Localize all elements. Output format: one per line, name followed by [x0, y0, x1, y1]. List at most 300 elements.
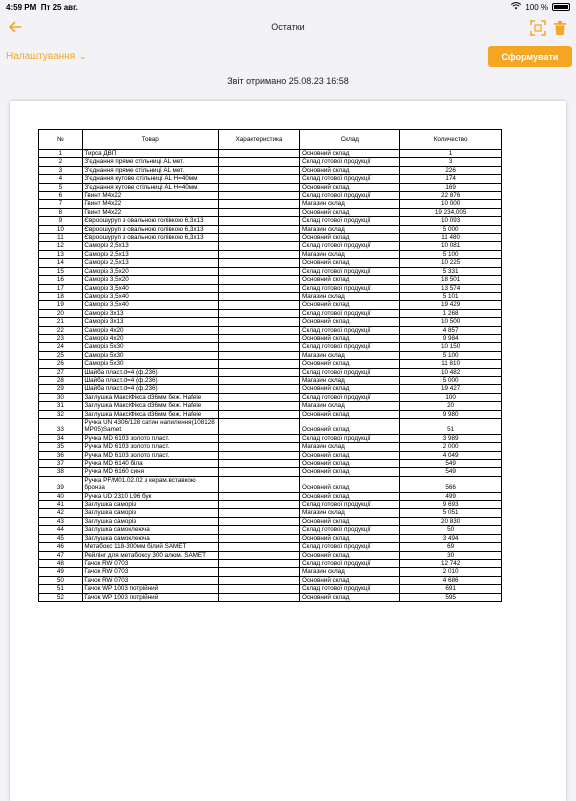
product-name: З'єднання кутове стільниці AL Н=40мм [82, 175, 218, 183]
quantity: 12 742 [400, 559, 502, 567]
table-row [39, 301, 502, 309]
warehouse: Склад готової продукції [300, 501, 400, 509]
table-row [39, 468, 502, 476]
warehouse: Магазин склад [300, 250, 400, 258]
table-row [39, 343, 502, 351]
quantity: 3 [400, 158, 502, 166]
warehouse: Склад готової продукції [300, 158, 400, 166]
product-name: Саморіз 3,5х40 [82, 301, 218, 309]
product-name: Гвинт М4х22 [82, 208, 218, 216]
quantity: 5 000 [400, 376, 502, 384]
warehouse: Основний склад [300, 551, 400, 559]
characteristic [218, 460, 300, 468]
quantity: 9 984 [400, 334, 502, 342]
warehouse: Основний склад [300, 468, 400, 476]
product-name: Гвинт М4х22 [82, 200, 218, 208]
product-name: Метабокс 118-300мм білий SAMET [82, 543, 218, 551]
quantity: 499 [400, 492, 502, 500]
row-number: 20 [39, 309, 83, 317]
row-number: 48 [39, 559, 83, 567]
warehouse: Склад готової продукції [300, 175, 400, 183]
characteristic [218, 551, 300, 559]
characteristic [218, 351, 300, 359]
table-row [39, 183, 502, 191]
quantity: 5 100 [400, 351, 502, 359]
characteristic [218, 250, 300, 258]
characteristic [218, 468, 300, 476]
row-number: 37 [39, 460, 83, 468]
row-number: 4 [39, 175, 83, 183]
warehouse: Основний склад [300, 419, 400, 435]
characteristic [218, 517, 300, 525]
quantity: 19 427 [400, 385, 502, 393]
characteristic [218, 276, 300, 284]
characteristic [218, 208, 300, 216]
characteristic [218, 402, 300, 410]
row-number: 26 [39, 360, 83, 368]
settings-row [0, 44, 576, 70]
quantity: 11 480 [400, 234, 502, 242]
table-row [39, 158, 502, 166]
warehouse: Склад готової продукції [300, 242, 400, 250]
warehouse: Склад готової продукції [300, 585, 400, 593]
table-row [39, 225, 502, 233]
warehouse: Основний склад [300, 385, 400, 393]
row-number: 12 [39, 242, 83, 250]
table-row [39, 434, 502, 442]
product-name: Заглушка самоклеюча [82, 526, 218, 534]
product-name: Заглушка саморіз [82, 501, 218, 509]
row-number: 3 [39, 166, 83, 174]
warehouse: Основний склад [300, 476, 400, 492]
characteristic [218, 301, 300, 309]
quantity: 11 810 [400, 360, 502, 368]
table-row [39, 234, 502, 242]
warehouse: Магазин склад [300, 568, 400, 576]
product-name: Ручка MD 6103 золото пласт. [82, 443, 218, 451]
table-row [39, 318, 502, 326]
quantity: 3 989 [400, 434, 502, 442]
characteristic [218, 451, 300, 459]
product-name: Рейлінг для метабоксу 300 алюм. SAMET [82, 551, 218, 559]
product-name: Гачок WP 1003 потрійний [82, 585, 218, 593]
product-name: Гачок RW 0703 [82, 568, 218, 576]
warehouse: Склад готової продукції [300, 368, 400, 376]
product-name: З'єднання пряме стільниці AL мет. [82, 158, 218, 166]
row-number: 19 [39, 301, 83, 309]
quantity: 691 [400, 585, 502, 593]
characteristic [218, 534, 300, 542]
row-number: 52 [39, 593, 83, 601]
quantity: 10 482 [400, 368, 502, 376]
product-name: Саморіз 3,5х40 [82, 284, 218, 292]
table-row [39, 393, 502, 401]
row-number: 5 [39, 183, 83, 191]
table-row [39, 593, 502, 601]
table-row [39, 376, 502, 384]
characteristic [218, 593, 300, 601]
quantity: 174 [400, 175, 502, 183]
table-row [39, 543, 502, 551]
column-header: Количество [400, 130, 502, 150]
row-number: 50 [39, 576, 83, 584]
product-name: Гачок RW 0703 [82, 559, 218, 567]
product-name: Тирса ДВП [82, 150, 218, 158]
quantity: 9 693 [400, 501, 502, 509]
table-row [39, 568, 502, 576]
product-name: Ручка UN 4306/128 сатин напилення(108128 MP05)Samet [82, 419, 218, 435]
quantity: 5 100 [400, 250, 502, 258]
warehouse: Основний склад [300, 576, 400, 584]
page-title: Остатки [271, 22, 305, 32]
battery-percent: 100 % [525, 2, 548, 12]
warehouse: Магазин склад [300, 402, 400, 410]
warehouse: Основний склад [300, 259, 400, 267]
warehouse: Основний склад [300, 234, 400, 242]
row-number: 10 [39, 225, 83, 233]
table-row [39, 259, 502, 267]
row-number: 9 [39, 217, 83, 225]
row-number: 14 [39, 259, 83, 267]
product-name: Гачок RW 0703 [82, 576, 218, 584]
quantity: 10 093 [400, 217, 502, 225]
warehouse: Основний склад [300, 492, 400, 500]
product-name: Євроошуруп з овальною голівкою 6,3х13 [82, 225, 218, 233]
table-row [39, 292, 502, 300]
quantity: 2 000 [400, 443, 502, 451]
warehouse: Склад готової продукції [300, 192, 400, 200]
row-number: 21 [39, 318, 83, 326]
column-header: Характеристика [218, 130, 300, 150]
table-row [39, 217, 502, 225]
table-row [39, 368, 502, 376]
column-header: Товар [82, 130, 218, 150]
characteristic [218, 217, 300, 225]
warehouse: Основний склад [300, 208, 400, 216]
characteristic [218, 267, 300, 275]
characteristic [218, 434, 300, 442]
product-name: Шайба пласт.d=4 (ф.236) [82, 376, 218, 384]
row-number: 8 [39, 208, 83, 216]
row-number: 38 [39, 468, 83, 476]
product-name: Заглушка саморіз [82, 509, 218, 517]
quantity: 20 [400, 402, 502, 410]
battery-icon [552, 3, 570, 11]
row-number: 22 [39, 326, 83, 334]
quantity: 4 686 [400, 576, 502, 584]
quantity: 595 [400, 593, 502, 601]
table-row [39, 476, 502, 492]
warehouse: Основний склад [300, 534, 400, 542]
table-row [39, 267, 502, 275]
chevron-down-icon: ⌄ [79, 51, 87, 61]
characteristic [218, 492, 300, 500]
warehouse: Основний склад [300, 301, 400, 309]
warehouse: Склад готової продукції [300, 343, 400, 351]
row-number: 35 [39, 443, 83, 451]
quantity: 50 [400, 526, 502, 534]
warehouse: Основний склад [300, 360, 400, 368]
warehouse: Основний склад [300, 460, 400, 468]
quantity: 549 [400, 460, 502, 468]
row-number: 32 [39, 410, 83, 418]
table-body [39, 150, 502, 602]
quantity: 22 876 [400, 192, 502, 200]
quantity: 2 010 [400, 568, 502, 576]
warehouse: Магазин склад [300, 200, 400, 208]
characteristic [218, 543, 300, 551]
quantity: 1 [400, 150, 502, 158]
table-row [39, 309, 502, 317]
characteristic [218, 509, 300, 517]
characteristic [218, 360, 300, 368]
table-row [39, 443, 502, 451]
product-name: З'єднання пряме стільниці AL мет. [82, 166, 218, 174]
characteristic [218, 200, 300, 208]
table-row [39, 585, 502, 593]
characteristic [218, 585, 300, 593]
table-row [39, 242, 502, 250]
characteristic [218, 150, 300, 158]
warehouse: Склад готової продукції [300, 434, 400, 442]
characteristic [218, 166, 300, 174]
row-number: 24 [39, 343, 83, 351]
row-number: 27 [39, 368, 83, 376]
quantity: 566 [400, 476, 502, 492]
table-row [39, 360, 502, 368]
product-name: Саморіз 2,5х13 [82, 259, 218, 267]
product-name: Саморіз 3,5х20 [82, 276, 218, 284]
characteristic [218, 568, 300, 576]
row-number: 30 [39, 393, 83, 401]
table-row [39, 175, 502, 183]
settings-dropdown[interactable] [6, 51, 87, 62]
product-name: Заглушка МаксіФікса d36мм беж. Hafele [82, 410, 218, 418]
row-number: 6 [39, 192, 83, 200]
warehouse: Магазин склад [300, 443, 400, 451]
characteristic [218, 334, 300, 342]
characteristic [218, 385, 300, 393]
warehouse: Основний склад [300, 334, 400, 342]
warehouse: Склад готової продукції [300, 217, 400, 225]
navigation-bar [0, 14, 576, 44]
warehouse: Магазин склад [300, 292, 400, 300]
quantity: 549 [400, 468, 502, 476]
column-header: Склад [300, 130, 400, 150]
characteristic [218, 284, 300, 292]
characteristic [218, 234, 300, 242]
characteristic [218, 175, 300, 183]
scan-icon[interactable] [530, 20, 546, 36]
warehouse: Основний склад [300, 150, 400, 158]
quantity: 13 574 [400, 284, 502, 292]
table-row [39, 166, 502, 174]
table-row [39, 276, 502, 284]
warehouse: Основний склад [300, 593, 400, 601]
table-row [39, 576, 502, 584]
product-name: Шайба пласт.d=4 (ф.236) [82, 385, 218, 393]
table-row [39, 419, 502, 435]
table-row [39, 460, 502, 468]
warehouse: Магазин склад [300, 376, 400, 384]
warehouse: Магазин склад [300, 225, 400, 233]
status-right [511, 2, 570, 12]
characteristic [218, 410, 300, 418]
characteristic [218, 343, 300, 351]
table-row [39, 192, 502, 200]
row-number: 44 [39, 526, 83, 534]
table-row [39, 334, 502, 342]
warehouse: Склад готової продукції [300, 309, 400, 317]
characteristic [218, 192, 300, 200]
warehouse: Склад готової продукції [300, 284, 400, 292]
report-received-text: Звіт отримано 25.08.23 16:58 [227, 76, 349, 86]
warehouse: Магазин склад [300, 509, 400, 517]
row-number: 25 [39, 351, 83, 359]
quantity: 9 980 [400, 410, 502, 418]
row-number: 33 [39, 419, 83, 435]
table-header-row [39, 130, 502, 150]
characteristic [218, 318, 300, 326]
product-name: Саморіз 4х20 [82, 326, 218, 334]
quantity: 1 268 [400, 309, 502, 317]
quantity: 226 [400, 166, 502, 174]
quantity: 5 051 [400, 509, 502, 517]
row-number: 39 [39, 476, 83, 492]
table-row [39, 526, 502, 534]
row-number: 1 [39, 150, 83, 158]
product-name: Гвинт М4х22 [82, 192, 218, 200]
product-name: Гачок WP 1003 потрійний [82, 593, 218, 601]
row-number: 36 [39, 451, 83, 459]
row-number: 41 [39, 501, 83, 509]
characteristic [218, 225, 300, 233]
warehouse: Склад готової продукції [300, 526, 400, 534]
quantity: 20 830 [400, 517, 502, 525]
row-number: 15 [39, 267, 83, 275]
product-name: Ручка MD 6103 золото пласт. [82, 434, 218, 442]
warehouse: Основний склад [300, 517, 400, 525]
row-number: 31 [39, 402, 83, 410]
product-name: Ручка PF/M01.02.02 з керам.вставкою бронза [82, 476, 218, 492]
characteristic [218, 376, 300, 384]
table-row [39, 200, 502, 208]
warehouse: Основний склад [300, 276, 400, 284]
row-number: 28 [39, 376, 83, 384]
quantity: 10 500 [400, 318, 502, 326]
status-time: 4:59 PM Пт 25 авг. [6, 3, 78, 12]
product-name: Заглушка МаксіФікса d36мм беж. Hafele [82, 393, 218, 401]
characteristic [218, 501, 300, 509]
characteristic [218, 419, 300, 435]
table-row [39, 501, 502, 509]
table-row [39, 551, 502, 559]
characteristic [218, 326, 300, 334]
row-number: 7 [39, 200, 83, 208]
characteristic [218, 259, 300, 267]
product-name: Євроошуруп з овальною голівкою 6,3х13 [82, 217, 218, 225]
row-number: 11 [39, 234, 83, 242]
table-row [39, 150, 502, 158]
product-name: Саморіз 4х20 [82, 334, 218, 342]
product-name: З'єднання кутове стільниці AL Н=40мм [82, 183, 218, 191]
characteristic [218, 576, 300, 584]
row-number: 51 [39, 585, 83, 593]
table-row [39, 402, 502, 410]
table-row [39, 451, 502, 459]
row-number: 43 [39, 517, 83, 525]
product-name: Саморіз 5х30 [82, 351, 218, 359]
product-name: Заглушка МаксіФікса d36мм беж. Hafele [82, 402, 218, 410]
characteristic [218, 476, 300, 492]
table-row [39, 208, 502, 216]
characteristic [218, 309, 300, 317]
characteristic [218, 242, 300, 250]
table-row [39, 351, 502, 359]
row-number: 40 [39, 492, 83, 500]
row-number: 42 [39, 509, 83, 517]
table-row [39, 284, 502, 292]
characteristic [218, 158, 300, 166]
product-name: Ручка MD 6140 біла [82, 460, 218, 468]
product-name: Ручка UD 2310 L96 бук [82, 492, 218, 500]
warehouse: Основний склад [300, 166, 400, 174]
quantity: 30 [400, 551, 502, 559]
settings-label: Налаштування [6, 51, 76, 62]
product-name: Саморіз 3х13 [82, 318, 218, 326]
generate-button[interactable]: Сформувати [488, 46, 572, 67]
warehouse: Склад готової продукції [300, 267, 400, 275]
table-row [39, 509, 502, 517]
product-name: Саморіз 5х30 [82, 360, 218, 368]
quantity: 18 501 [400, 276, 502, 284]
warehouse: Основний склад [300, 410, 400, 418]
row-number: 16 [39, 276, 83, 284]
warehouse: Магазин склад [300, 351, 400, 359]
product-name: Саморіз 3,5х20 [82, 267, 218, 275]
product-name: Шайба пласт.d=4 (ф.236) [82, 368, 218, 376]
warehouse: Основний склад [300, 183, 400, 191]
characteristic [218, 183, 300, 191]
row-number: 47 [39, 551, 83, 559]
table-row [39, 492, 502, 500]
product-name: Ручка MD 6160 синя [82, 468, 218, 476]
warehouse: Основний склад [300, 451, 400, 459]
characteristic [218, 443, 300, 451]
quantity: 19 429 [400, 301, 502, 309]
trash-icon[interactable] [552, 20, 568, 36]
quantity: 169 [400, 183, 502, 191]
quantity: 69 [400, 543, 502, 551]
row-number: 46 [39, 543, 83, 551]
product-name: Євроошуруп з овальною голівкою 6,3х13 [82, 234, 218, 242]
row-number: 18 [39, 292, 83, 300]
product-name: Саморіз 3х13 [82, 309, 218, 317]
warehouse: Склад готової продукції [300, 543, 400, 551]
table-row [39, 517, 502, 525]
quantity: 4 857 [400, 326, 502, 334]
row-number: 49 [39, 568, 83, 576]
product-name: Саморіз 2,5х13 [82, 242, 218, 250]
quantity: 10 150 [400, 343, 502, 351]
table-row [39, 250, 502, 258]
table-row [39, 410, 502, 418]
characteristic [218, 368, 300, 376]
product-name: Заглушка самоклеюча [82, 534, 218, 542]
characteristic [218, 393, 300, 401]
product-name: Саморіз 5х30 [82, 343, 218, 351]
quantity: 10 081 [400, 242, 502, 250]
